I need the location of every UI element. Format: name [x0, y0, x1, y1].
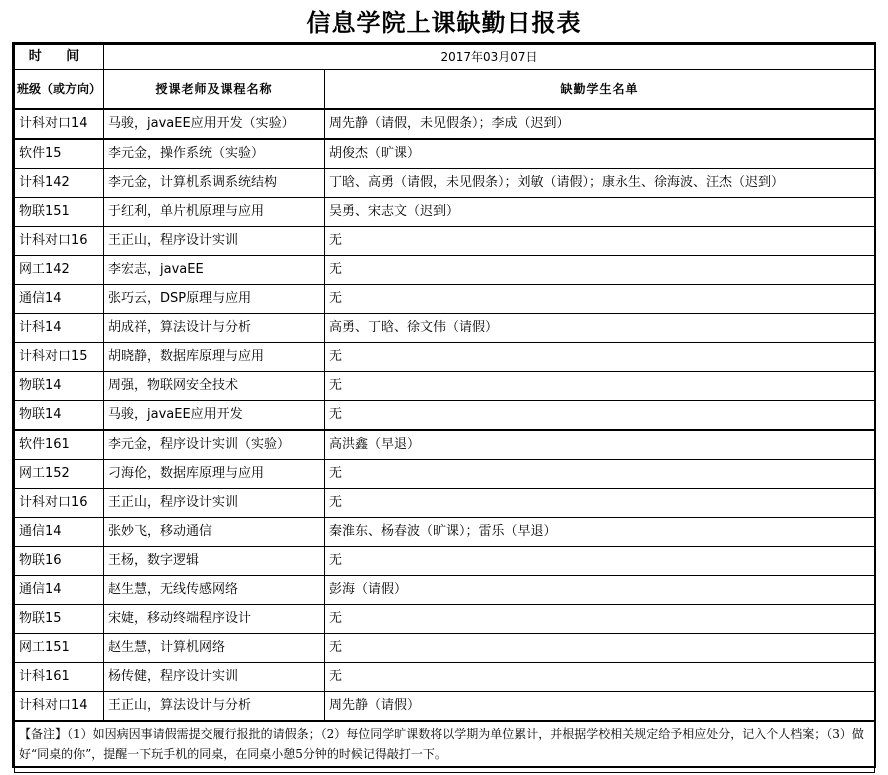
teacher-course-cell: 王正山，算法设计与分析 — [104, 692, 325, 722]
absent-students-cell: 无 — [325, 401, 875, 431]
table-row — [15, 227, 875, 256]
table-row — [15, 634, 875, 663]
table-row — [15, 343, 875, 372]
absent-students-cell: 丁晗、高勇（请假，未见假条）；刘敏（请假）；康永生、徐海波、汪杰（迟到） — [325, 169, 875, 198]
table-row — [15, 547, 875, 576]
absent-students-cell: 无 — [325, 256, 875, 285]
class-cell: 计科对口14 — [15, 692, 104, 722]
teacher-course-cell: 赵生慧，计算机网络 — [104, 634, 325, 663]
absent-students-cell: 无 — [325, 663, 875, 692]
table-row — [15, 169, 875, 198]
teacher-course-cell: 周强，物联网安全技术 — [104, 372, 325, 401]
attendance-table — [14, 44, 875, 773]
absent-students-cell: 周先静（请假） — [325, 692, 875, 722]
absent-students-cell: 周先静（请假，未见假条）；李成（迟到） — [325, 109, 875, 139]
teacher-course-cell: 李元金，计算机系调系统结构 — [104, 169, 325, 198]
teacher-course-cell: 王正山，程序设计实训 — [104, 489, 325, 518]
class-cell: 计科对口15 — [15, 343, 104, 372]
absent-students-cell: 无 — [325, 634, 875, 663]
class-cell: 计科161 — [15, 663, 104, 692]
teacher-course-cell: 李元金，操作系统（实验） — [104, 139, 325, 169]
table-row — [15, 489, 875, 518]
absent-students-cell: 无 — [325, 372, 875, 401]
class-cell: 通信14 — [15, 518, 104, 547]
class-cell: 通信14 — [15, 576, 104, 605]
table-row — [15, 285, 875, 314]
time-label: 时 间 — [15, 45, 104, 70]
table-row — [15, 109, 875, 139]
class-cell: 网工142 — [15, 256, 104, 285]
absent-students-cell: 无 — [325, 227, 875, 256]
class-cell: 物联15 — [15, 605, 104, 634]
teacher-course-cell: 张巧云，DSP原理与应用 — [104, 285, 325, 314]
header-row — [15, 70, 875, 110]
absent-students-cell: 胡俊杰（旷课） — [325, 139, 875, 169]
remarks-note: 【备注】（1）如因病因事请假需提交履行报批的请假条；（2）每位同学旷课数将以学期为单位累计，并根据学校相关规定给予相应处分，记入个人档案；（3）做好“同桌的你”，提醒一下玩手机的同桌，在同桌小憩5分钟的时候记得敲打一下。 — [15, 721, 875, 773]
table-row — [15, 139, 875, 169]
header-absent-students: 缺勤学生名单 — [325, 70, 875, 110]
absent-students-cell: 无 — [325, 605, 875, 634]
class-cell: 计科对口16 — [15, 227, 104, 256]
teacher-course-cell: 宋婕，移动终端程序设计 — [104, 605, 325, 634]
table-row — [15, 576, 875, 605]
header-teacher-course: 授课老师及课程名称 — [104, 70, 325, 110]
table-row — [15, 460, 875, 489]
table-row — [15, 314, 875, 343]
table-row — [15, 256, 875, 285]
class-cell: 通信14 — [15, 285, 104, 314]
teacher-course-cell: 胡晓静，数据库原理与应用 — [104, 343, 325, 372]
teacher-course-cell: 李宏志，javaEE — [104, 256, 325, 285]
table-row — [15, 430, 875, 460]
class-cell: 计科对口16 — [15, 489, 104, 518]
class-cell: 软件15 — [15, 139, 104, 169]
absent-students-cell: 高勇、丁晗、徐文伟（请假） — [325, 314, 875, 343]
absent-students-cell: 无 — [325, 547, 875, 576]
class-cell: 网工152 — [15, 460, 104, 489]
absent-students-cell: 无 — [325, 285, 875, 314]
table-row — [15, 198, 875, 227]
teacher-course-cell: 胡成祥，算法设计与分析 — [104, 314, 325, 343]
report-date: 2017年03月07日 — [104, 45, 875, 70]
absent-students-cell: 无 — [325, 460, 875, 489]
class-cell: 计科对口14 — [15, 109, 104, 139]
teacher-course-cell: 马骏，javaEE应用开发 — [104, 401, 325, 431]
table-row — [15, 692, 875, 722]
header-class: 班级（或方向） — [15, 70, 104, 110]
teacher-course-cell: 李元金，程序设计实训（实验） — [104, 430, 325, 460]
teacher-course-cell: 于红利，单片机原理与应用 — [104, 198, 325, 227]
class-cell: 网工151 — [15, 634, 104, 663]
teacher-course-cell: 马骏，javaEE应用开发（实验） — [104, 109, 325, 139]
class-cell: 物联14 — [15, 372, 104, 401]
class-cell: 物联16 — [15, 547, 104, 576]
absent-students-cell: 彭海（请假） — [325, 576, 875, 605]
class-cell: 物联151 — [15, 198, 104, 227]
absent-students-cell: 无 — [325, 343, 875, 372]
absent-students-cell: 吴勇、宋志文（迟到） — [325, 198, 875, 227]
absent-students-cell: 无 — [325, 489, 875, 518]
table-row — [15, 663, 875, 692]
teacher-course-cell: 王正山，程序设计实训 — [104, 227, 325, 256]
teacher-course-cell: 王杨，数字逻辑 — [104, 547, 325, 576]
attendance-table-frame — [12, 42, 876, 768]
table-row — [15, 401, 875, 431]
absent-students-cell: 高洪鑫（早退） — [325, 430, 875, 460]
class-cell: 计科142 — [15, 169, 104, 198]
absent-students-cell: 秦淮东、杨春波（旷课）；雷乐（早退） — [325, 518, 875, 547]
teacher-course-cell: 赵生慧，无线传感网络 — [104, 576, 325, 605]
table-row — [15, 518, 875, 547]
teacher-course-cell: 杨传健，程序设计实训 — [104, 663, 325, 692]
teacher-course-cell: 张妙飞，移动通信 — [104, 518, 325, 547]
report-title: 信息学院上课缺勤日报表 — [306, 8, 582, 37]
table-row — [15, 605, 875, 634]
note-row — [15, 721, 875, 773]
class-cell: 计科14 — [15, 314, 104, 343]
teacher-course-cell: 刁海伦，数据库原理与应用 — [104, 460, 325, 489]
class-cell: 物联14 — [15, 401, 104, 431]
table-row — [15, 372, 875, 401]
time-row — [15, 45, 875, 70]
class-cell: 软件161 — [15, 430, 104, 460]
